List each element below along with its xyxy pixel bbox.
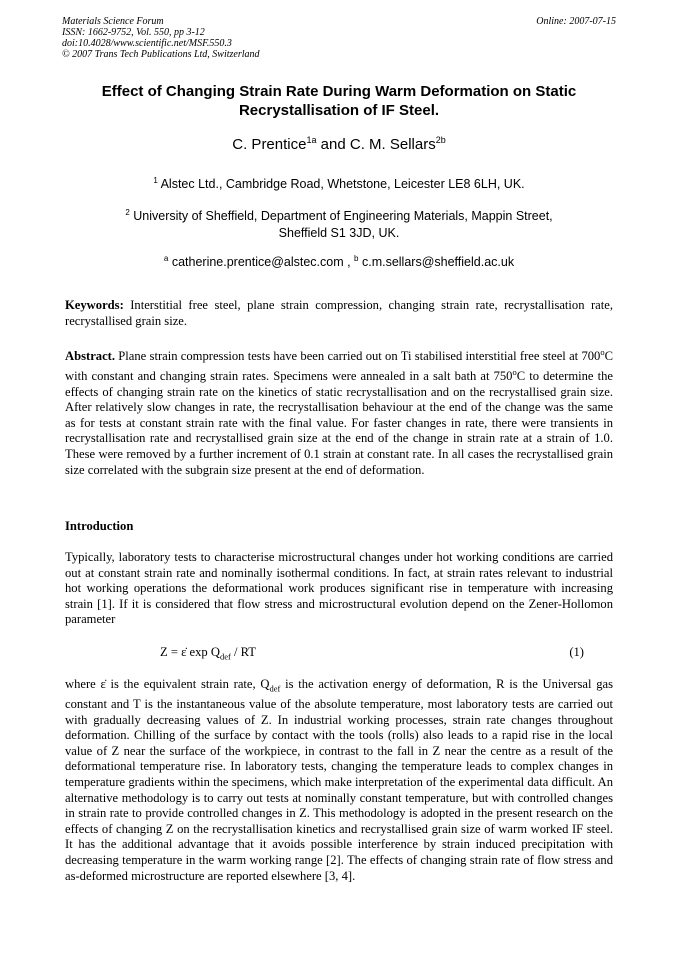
copyright-line: © 2007 Trans Tech Publications Ltd, Switzerland xyxy=(62,49,260,60)
equation-1 xyxy=(160,645,584,662)
email-b-sup: b xyxy=(354,254,359,263)
author-2: C. M. Sellars xyxy=(349,136,436,153)
author-2-sup: 2b xyxy=(435,135,446,145)
journal-name: Materials Science Forum xyxy=(62,16,164,27)
abstract-paragraph xyxy=(65,345,613,478)
author-1: C. Prentice xyxy=(232,136,307,153)
equation-number: (1) xyxy=(569,645,584,659)
issn-line: ISSN: 1662-9752, Vol. 550, pp 3-12 xyxy=(62,27,205,38)
email-a-sup: a xyxy=(163,254,169,263)
abstract-part-1: Plane strain compression tests have been carried out on Ti stabilised interstitial free steel at 700 xyxy=(115,349,601,364)
title-line-2: Recrystallisation of IF Steel. xyxy=(238,102,440,119)
keywords-label: Keywords: xyxy=(65,298,124,312)
introduction-heading: Introduction xyxy=(65,519,134,533)
author-list xyxy=(62,135,616,153)
email-b: c.m.sellars@sheffield.ac.uk xyxy=(358,255,515,270)
affiliation-1 xyxy=(62,172,616,193)
degree-mark-2: o xyxy=(512,366,517,377)
para2-sub: def xyxy=(269,683,281,694)
para2-part-b: is the activation energy of deformation, R is the Universal gas constant and T is the instantaneous value of the absolute temperature, most laboratory tests are carried out with gradually decreasing values of Z. In industrial working processes, strain rate changes throughout deformation. Chilling of the surface by contact with the tools (rolls) also leads to a rapid rise in the local value of Z near the surface of the workpiece, in contrast to the fall in Z near the centre as a result of the deformational temperature rise. In laboratory tests, changing the temperature leads to complex changes in temperature gradients within the specimens, which make interpretation of the experimental data difficult. An alternative methodology is to carry out tests at nominally constant temperature, but with controlled changes in strain rate to provide controlled changes in Z. This methodology is adopted in the present research on the effects of changing Z on the recrystallisation kinetics and recrystallised grain size of warm worked IF steel. It has the additional advantage that it avoids possible interference by strain induced precipitation with decreasing temperature in the warm working range [2]. The effects of changing strain rate of flow stress and as-deformed microstructure are reported elsewhere [3, 4]. xyxy=(65,677,613,883)
paper-title xyxy=(62,82,616,120)
keywords-text: Interstitial free steel, plane strain compression, changing strain rate, recrystallisation rate, recrystallised grain size. xyxy=(65,298,613,328)
affiliation-1-sup: 1 xyxy=(153,176,158,185)
author-1-sup: 1a xyxy=(306,135,317,145)
affiliation-2-line-1: University of Sheffield, Department of Engineering Materials, Mappin Street, xyxy=(129,209,553,224)
affiliation-1-text: Alstec Ltd., Cambridge Road, Whetstone, Leicester LE8 6LH, UK. xyxy=(157,177,525,192)
equation-sub: def xyxy=(219,651,231,662)
abstract-part-3: C to determine the effects of changing strain rate on the kinetics of static recrystallisation and on the recrystallised grain size. After relatively slow changes in rate, the recrystallisation behaviour at the end of the change was the same as for tests at constant strain rate with the final value. For faster changes in rate, there were transients in recrystallisation rate and recrystallised grain size at the end of the change in strain rate at a strain of 1.0. These were removed by a further increment of 0.1 strain at constant rate. In all cases the recrystallised grain size correlated with the subgrain size present at the end of deformation. xyxy=(65,368,613,477)
para2-part-a: where ε̇ is the equivalent strain rate, Q xyxy=(65,677,270,691)
introduction-paragraph-2 xyxy=(65,677,613,884)
keywords-paragraph xyxy=(65,298,613,329)
author-conjunction: and xyxy=(316,136,350,153)
abstract-part-2: C with constant and changing strain rates. Specimens were annealed in a salt bath at 750 xyxy=(65,349,613,383)
affiliation-2-line-2: Sheffield S1 3JD, UK. xyxy=(278,226,400,241)
degree-mark-1: o xyxy=(600,347,605,357)
abstract-label: Abstract. xyxy=(65,349,116,364)
equation-rhs: / RT xyxy=(230,645,256,659)
equation-lhs: Z = ε̇ exp Q xyxy=(160,645,220,659)
doi-line: doi:10.4028/www.scientific.net/MSF.550.3 xyxy=(62,38,232,49)
introduction-paragraph-1: Typically, laboratory tests to characterise microstructural changes under hot working conditions are carried out at constant strain rate and nominally isothermal conditions. In fact, at strain rates relevant to industrial hot working operations the deformational work produces significant rise in temperature with increasing strain [1]. If it is considered that flow stress and microstructural evolution depend on the Zener-Hollomon parameter xyxy=(65,550,613,627)
email-line xyxy=(62,250,616,271)
online-date: Online: 2007-07-15 xyxy=(536,16,616,27)
title-line-1: Effect of Changing Strain Rate During Warm Deformation on Static xyxy=(101,83,577,100)
affiliation-2 xyxy=(62,204,616,242)
journal-header xyxy=(62,16,616,60)
affiliation-2-sup: 2 xyxy=(125,208,130,217)
email-a: catherine.prentice@alstec.com , xyxy=(168,255,355,270)
